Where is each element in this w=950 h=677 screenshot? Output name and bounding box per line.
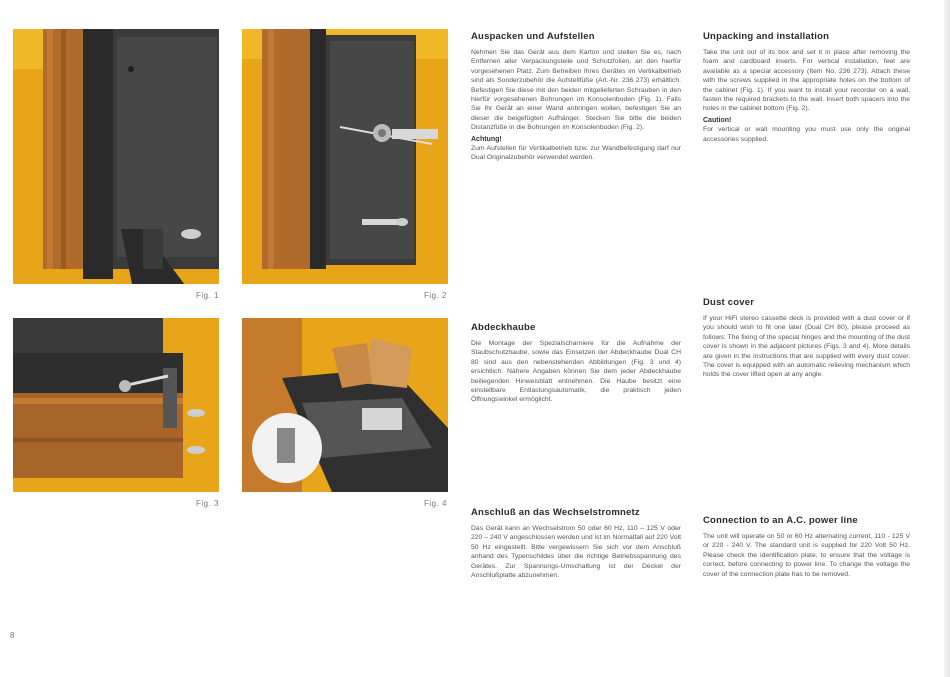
- caution-title: Achtung!: [471, 135, 502, 143]
- section-auspacken: [471, 31, 681, 163]
- section-title: Anschluß an das Wechselstromnetz: [471, 507, 640, 518]
- section-dust-cover: [703, 297, 910, 380]
- figure-3-photo: [13, 318, 219, 492]
- caution-body: Zum Aufstellen für Vertikalbetrieb bzw. zur Wandbefestigung darf nur Dual Originalzubehör verwendet werden.: [471, 145, 681, 162]
- figure-3-caption: Fig. 3: [196, 499, 220, 508]
- page-number: 8: [10, 631, 15, 640]
- section-title: Unpacking and installation: [703, 31, 830, 42]
- section-title: Auspacken und Aufstellen: [471, 31, 595, 42]
- section-body: Take the unit out of its box and set it in place after removing the foam and cardboard inserts. For vertical installation, feet are available as a special accessory (Item No. 236 273). Attach these with the screws supplied in the appropriate holes on the bottom of the cabinet (Fig. 1). If you want to install your recorder on a wall, fasten the required brackets to the wall. Insert both spacers into the holes in the cabinet bottom (Fig. 2).: [703, 49, 910, 113]
- section-body: Das Gerät kann an Wechselstrom 50 oder 60 Hz, 110 – 125 V oder 220 – 240 V angeschlossen werden und ist im Normalfall auf 220 Volt 50 Hz eingestellt. Bitte vergewissern Sie sich vor dem Anschluß anhand des Typenschildes über die richtige Betriebsspannung des Gerätes. Zur Spannungs-Umschaltung ist der Deckel der Anschlußplatte abzunehmen.: [471, 525, 681, 580]
- page-edge: [944, 0, 950, 677]
- section-body: The unit will operate on 50 or 60 Hz alternating current, 110 - 125 V or 220 - 240 V. The standard unit is supplied for 220 Volt 50 Hz. Please check the identification plate, to ensure that the voltage is correct, before connecting to power line. To change the voltage the cover of the connection plate has to be removed.: [703, 533, 910, 578]
- figure-2-caption: Fig. 2: [424, 291, 448, 300]
- figure-2-photo: [242, 29, 448, 284]
- caution-body: For vertical or wall mounting you must use only the original accessories supplied.: [703, 126, 910, 143]
- section-title: Connection to an A.C. power line: [703, 515, 858, 526]
- figure-4-photo: [242, 318, 448, 492]
- figure-1-caption: Fig. 1: [196, 291, 220, 300]
- section-title: Dust cover: [703, 297, 755, 308]
- section-connection: [703, 515, 910, 579]
- section-body: If your HiFi stereo cassette deck is provided with a dust cover or if you should wish to fit one later (Dual CH 80), please proceed as follows: The fixing of the special hinges and the mounting of the dust cover is shown in the adjacent pictures (Figs. 3 and 4). More details are given in the instructions that are supplied with every dust cover. The cover is equipped with an automatic relieving mechanism which holds the cover lifted open at any angle.: [703, 315, 910, 379]
- section-body: Nehmen Sie das Gerät aus dem Karton und stellen Sie es, nach Entfernen aller Verpackungsteile und Schutzfolien, an den hierfür vorgesehenen Platz. Zum Betreiben Ihres Gerätes im Vertikalbetrieb sind als Sonderzubehör die Aufstellfüße (Art.-Nr. 236 273) erhältlich. Befestigen Sie diese mit den beiden mitgelieferten Schrauben in den hierfür vorgesehenen Bohrungen im Konsolenboden (Fig. 1). Falls Sie Ihr Gerät an einer Wand anbringen wollen, befestigen Sie an dieser die beigefügten Aufhänger. Stecken Sie bitte die beiden Distanzfüße in die Bohrungen im Konsolenboden (Fig. 2).: [471, 49, 681, 132]
- figure-4-caption: Fig. 4: [424, 499, 448, 508]
- section-abdeckhaube: [471, 322, 681, 405]
- section-anschluss: [471, 507, 681, 580]
- section-unpacking: [703, 31, 910, 144]
- figure-1-photo: [13, 29, 219, 284]
- section-title: Abdeckhaube: [471, 322, 536, 333]
- caution-title: Caution!: [703, 116, 732, 124]
- section-body: Die Montage der Spezialscharniere für die Aufnahme der Staubschutzhaube, sowie das Einsetzen der Abdeckhaube Dual CH 80 sind aus den nebenstehenden Abbildungen (Fig. 3 und 4) ersichtlich. Nähere Angaben können Sie dem jeder Abdeckhaube beiliegenden Hinweisblatt entnehmen. Die Haube besitzt eine einstellbare Entlastungsautomatik, die praktisch jeden Öffnungswinkel ermöglicht.: [471, 340, 681, 404]
